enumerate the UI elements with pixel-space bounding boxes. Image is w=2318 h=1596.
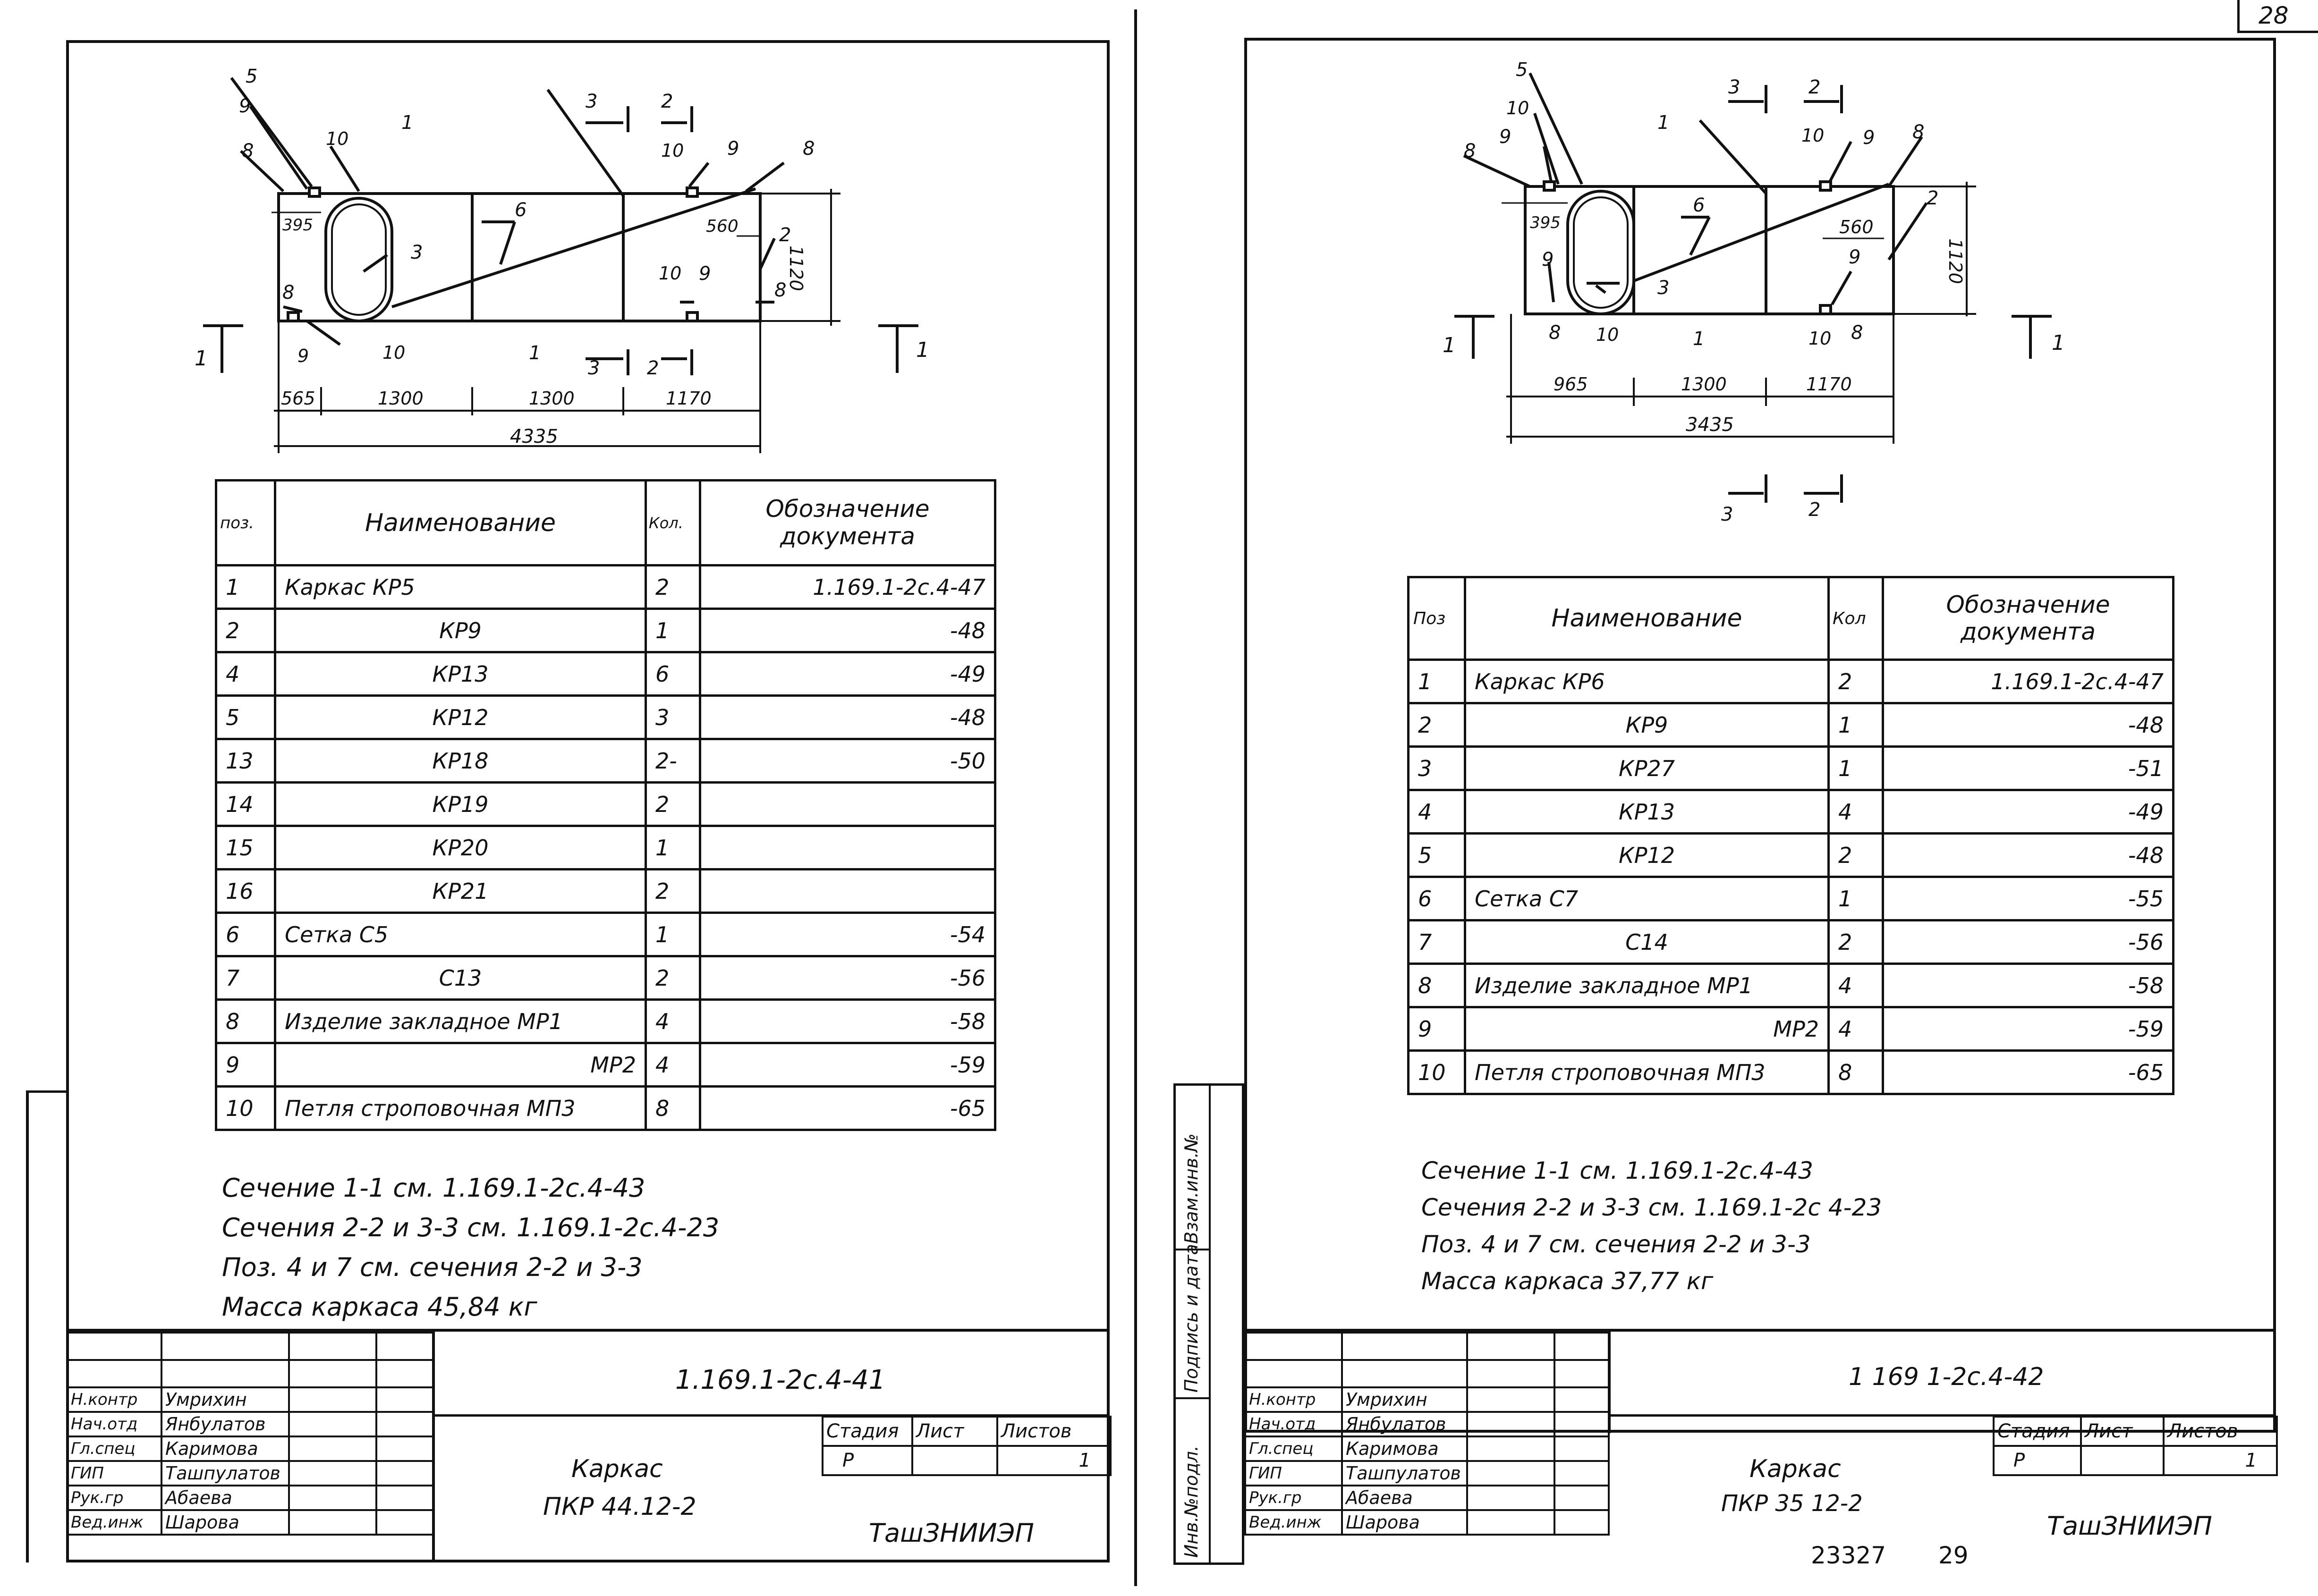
callout-10: 10 [1506, 98, 1529, 118]
signature-cell [1467, 1436, 1554, 1461]
callout-10-left: 10 [1596, 324, 1619, 345]
callout-10-top: 10 [661, 140, 684, 161]
spec-doc: 1.169.1-2с.4-47 [1883, 660, 2174, 703]
organization-name: ТашЗНИИЭП [2047, 1511, 2212, 1541]
callout-6: 6 [515, 199, 527, 221]
signature-cell [1467, 1387, 1554, 1412]
spec-name: КР19 [275, 783, 646, 826]
document-code: 1 169 1-2с.4-42 [1849, 1363, 2044, 1391]
spec-qty: 2 [1829, 660, 1883, 703]
spec-name: Изделие закладное МР1 [1465, 964, 1829, 1007]
spec-qty: 3 [646, 696, 700, 739]
spec-doc: -58 [1883, 964, 2174, 1007]
organization-name: ТашЗНИИЭП [869, 1518, 1034, 1548]
note-line: Масса каркаса 37,77 кг [1421, 1267, 1714, 1295]
signature-cell [1467, 1412, 1554, 1436]
role-label: Н.контр [1245, 1387, 1342, 1412]
stamp-sign-date: Подпись и дата [1181, 1244, 1202, 1393]
header-pos: поз. [216, 481, 275, 566]
spec-pos: 6 [216, 913, 275, 956]
callout-9-top: 9 [727, 138, 739, 160]
person-name: Шарова [161, 1510, 289, 1535]
spec-qty: 4 [646, 1043, 700, 1087]
spec-row [1409, 660, 2174, 703]
role-label: Рук.гр [1245, 1486, 1342, 1510]
spec-doc: -51 [1883, 747, 2174, 790]
spec-name: Каркас КР6 [1465, 660, 1829, 703]
spec-qty: 1 [1829, 703, 1883, 747]
callout-3-mid: 3 [411, 242, 423, 263]
callout-9-mid: 9 [1849, 246, 1861, 268]
role-label: Н.контр [67, 1387, 161, 1412]
spec-qty: 2- [646, 739, 700, 783]
spec-name: КР18 [275, 739, 646, 783]
spec-pos: 10 [1409, 1051, 1465, 1094]
spec-name: КР12 [275, 696, 646, 739]
callout-3-top: 3 [1728, 76, 1741, 98]
spec-pos: 8 [1409, 964, 1465, 1007]
spec-pos: 1 [1409, 660, 1465, 703]
date-cell [1554, 1510, 1609, 1535]
person-name: Каримова [1342, 1436, 1467, 1461]
note-line: Сечение 1-1 см. 1.169.1-2с.4-43 [222, 1173, 645, 1203]
spec-doc: 1.169.1-2с.4-47 [700, 566, 995, 609]
spec-pos: 5 [216, 696, 275, 739]
spec-name: Каркас КР5 [275, 566, 646, 609]
drawing-title-1: Каркас [571, 1455, 663, 1483]
sheet-page-number: 29 [1938, 1542, 1969, 1569]
spec-row [1409, 834, 2174, 877]
spec-pos: 5 [1409, 834, 1465, 877]
sheet-label: Лист [2081, 1417, 2164, 1446]
dim-1300a: 1300 [378, 388, 424, 409]
callout-8-top: 8 [1912, 121, 1925, 143]
spec-name: КР20 [275, 826, 646, 870]
spec-qty: 2 [646, 566, 700, 609]
spec-qty: 1 [1829, 877, 1883, 920]
callout-3-mid: 3 [1657, 277, 1670, 299]
section-1-left: 1 [195, 346, 208, 371]
spec-name: Петля строповочная МП3 [275, 1087, 646, 1130]
callout-1: 1 [401, 112, 414, 134]
role-label: Гл.спец [1245, 1436, 1342, 1461]
spec-pos: 16 [216, 870, 275, 913]
spec-pos: 4 [1409, 790, 1465, 834]
spec-header-row [1409, 577, 2174, 660]
callout-6: 6 [1693, 194, 1705, 216]
right-stage-table [1993, 1416, 2278, 1476]
spec-pos: 1 [216, 566, 275, 609]
callout-8: 8 [242, 140, 254, 162]
signature-cell [1467, 1486, 1554, 1510]
spec-doc: -65 [1883, 1051, 2174, 1094]
spec-doc: -49 [700, 652, 995, 696]
role-label: ГИП [67, 1461, 161, 1486]
role-label: Нач.отд [1245, 1412, 1342, 1436]
spec-doc: -56 [1883, 920, 2174, 964]
spec-pos: 13 [216, 739, 275, 783]
spec-doc: -54 [700, 913, 995, 956]
stage-label: Стадия [823, 1417, 912, 1446]
callout-9-left: 9 [1542, 249, 1554, 270]
spec-name: Петля строповочная МП3 [1465, 1051, 1829, 1094]
stage-value: Р [823, 1446, 912, 1475]
person-name: Янбулатов [161, 1412, 289, 1436]
signature-row [1245, 1436, 1609, 1461]
spec-doc: -48 [700, 609, 995, 652]
dim-1170: 1170 [666, 388, 712, 409]
person-name: Ташпулатов [161, 1461, 289, 1486]
spec-pos: 14 [216, 783, 275, 826]
spec-row [1409, 1007, 2174, 1051]
spec-name: КР21 [275, 870, 646, 913]
spec-row [1409, 920, 2174, 964]
dim-1170: 1170 [1806, 374, 1852, 395]
header-name: Наименование [1465, 577, 1829, 660]
date-cell [1554, 1412, 1609, 1436]
spec-doc: -58 [700, 1000, 995, 1043]
spec-qty: 1 [1829, 747, 1883, 790]
header-name: Наименование [275, 481, 646, 566]
spec-qty: 2 [1829, 834, 1883, 877]
spec-row [1409, 877, 2174, 920]
person-name: Абаева [161, 1486, 289, 1510]
person-name: Абаева [1342, 1486, 1467, 1510]
person-name: Янбулатов [1342, 1412, 1467, 1436]
section-1-left: 1 [1443, 333, 1456, 357]
spec-qty: 2 [646, 956, 700, 1000]
spec-pos: 7 [1409, 920, 1465, 964]
header-qty: Кол [1829, 577, 1883, 660]
callout-9-left: 9 [297, 346, 309, 366]
signature-cell [1467, 1461, 1554, 1486]
note-line: Сечения 2-2 и 3-3 см. 1.169.1-2с 4-23 [1421, 1194, 1882, 1221]
spec-qty: 6 [646, 652, 700, 696]
spec-name: КР12 [1465, 834, 1829, 877]
dim-965: 965 [1554, 374, 1588, 395]
sheets-value: 1 [997, 1446, 1111, 1475]
dim-1120: 1120 [1945, 238, 1966, 284]
header-qty: Кол. [646, 481, 700, 566]
spec-name: МР2 [1465, 1007, 1829, 1051]
callout-2-right: 2 [779, 224, 791, 246]
right-spec-table [1407, 576, 2174, 1095]
spec-row [1409, 703, 2174, 747]
spec-row [1409, 964, 2174, 1007]
date-cell [1554, 1461, 1609, 1486]
note-line: Поз. 4 и 7 см. сечения 2-2 и 3-3 [1421, 1231, 1811, 1258]
spec-pos: 8 [216, 1000, 275, 1043]
spec-pos: 7 [216, 956, 275, 1000]
drawing-title-2: ПКР 35 12-2 [1721, 1490, 1863, 1517]
callout-10-bottom: 10 [1809, 328, 1832, 349]
person-name: Умрихин [161, 1387, 289, 1412]
spec-doc: -48 [700, 696, 995, 739]
callout-3-top: 3 [586, 91, 598, 112]
person-name: Умрихин [1342, 1387, 1467, 1412]
spec-name: Сетка С7 [1465, 877, 1829, 920]
spec-qty: 2 [646, 870, 700, 913]
spec-qty: 4 [1829, 790, 1883, 834]
spec-qty: 1 [646, 609, 700, 652]
spec-doc: -48 [1883, 703, 2174, 747]
spec-doc: -48 [1883, 834, 2174, 877]
stamp-replace-inv: Взам.инв.№ [1181, 1133, 1202, 1244]
signature-row [1245, 1461, 1609, 1486]
callout-3-bottom: 3 [588, 357, 600, 379]
callout-10-top: 10 [1801, 125, 1825, 146]
callout-8-top: 8 [803, 138, 815, 160]
header-doc: Обозначение документа [700, 481, 995, 566]
note-line: Сечения 2-2 и 3-3 см. 1.169.1-2с.4-23 [222, 1213, 720, 1242]
spec-name: КР9 [1465, 703, 1829, 747]
stamp-inv: Инв.№подл. [1181, 1445, 1202, 1558]
right-title-block [1244, 1329, 2276, 1569]
callout-8-mid: 8 [774, 279, 787, 301]
callout-9: 9 [1499, 126, 1511, 148]
spec-qty: 2 [1829, 920, 1883, 964]
callout-8-left: 8 [1549, 322, 1561, 344]
header-doc: Обозначение документа [1883, 577, 2174, 660]
note-line: Масса каркаса 45,84 кг [222, 1292, 537, 1322]
dim-1300b: 1300 [529, 388, 575, 409]
spec-pos: 9 [216, 1043, 275, 1087]
dim-1300: 1300 [1681, 374, 1727, 395]
spec-pos: 2 [216, 609, 275, 652]
spec-pos: 2 [1409, 703, 1465, 747]
callout-2-right: 2 [1927, 187, 1939, 209]
dim-395: 395 [1530, 213, 1561, 232]
callout-10: 10 [326, 128, 349, 149]
spec-doc: -49 [1883, 790, 2174, 834]
page-number: 28 [2259, 2, 2289, 29]
signature-row [1245, 1510, 1609, 1535]
spec-qty: 1 [646, 913, 700, 956]
section-3-label: 3 [1721, 504, 1733, 525]
spec-name: МР2 [275, 1043, 646, 1087]
spec-doc: -59 [700, 1043, 995, 1087]
spec-name: КР13 [275, 652, 646, 696]
callout-9-top: 9 [1863, 127, 1875, 149]
spec-doc: -56 [700, 956, 995, 1000]
spec-doc: -55 [1883, 877, 2174, 920]
signature-row [1245, 1486, 1609, 1510]
spec-name: С13 [275, 956, 646, 1000]
person-name: Шарова [1342, 1510, 1467, 1535]
section-1-right: 1 [2052, 331, 2065, 355]
sheets-label: Листов [997, 1417, 1111, 1446]
spec-qty: 4 [1829, 964, 1883, 1007]
spec-qty: 2 [646, 783, 700, 826]
callout-8-left: 8 [282, 282, 295, 304]
signature-row [1245, 1387, 1609, 1412]
spec-doc: -50 [700, 739, 995, 783]
stage-label: Стадия [1994, 1417, 2081, 1446]
signature-row [1245, 1412, 1609, 1436]
dim-560: 560 [706, 217, 739, 236]
section-2-label: 2 [1809, 499, 1821, 521]
sheets-label: Листов [2164, 1417, 2277, 1446]
spec-name: КР27 [1465, 747, 1829, 790]
callout-1-bottom: 1 [529, 342, 541, 364]
spec-name: С14 [1465, 920, 1829, 964]
spec-name: Сетка С5 [275, 913, 646, 956]
spec-pos: 6 [1409, 877, 1465, 920]
date-cell [1554, 1486, 1609, 1510]
role-label: Нач.отд [67, 1412, 161, 1436]
callout-10-mid: 10 [659, 263, 682, 284]
callout-1: 1 [1657, 112, 1670, 134]
spec-pos: 15 [216, 826, 275, 870]
right-tb-divider-v [1608, 1332, 1611, 1433]
header-pos: Поз [1409, 577, 1465, 660]
spec-name: КР9 [275, 609, 646, 652]
date-cell [1554, 1436, 1609, 1461]
archive-number: 23327 [1811, 1542, 1886, 1569]
callout-2-top: 2 [1809, 76, 1821, 98]
date-cell [1554, 1387, 1609, 1412]
spec-qty: 4 [646, 1000, 700, 1043]
stage-value: Р [1994, 1446, 2081, 1475]
role-label: Рук.гр [67, 1486, 161, 1510]
callout-2-bottom: 2 [647, 357, 659, 379]
drawing-title-1: Каркас [1749, 1455, 1841, 1483]
note-line: Поз. 4 и 7 см. сечения 2-2 и 3-3 [222, 1252, 643, 1282]
spec-name: КР13 [1465, 790, 1829, 834]
right-signature-table [1244, 1332, 1610, 1536]
person-name: Ташпулатов [1342, 1461, 1467, 1486]
sheet-label: Лист [912, 1417, 997, 1446]
callout-8-bottom: 8 [1851, 322, 1863, 344]
spec-doc: -59 [1883, 1007, 2174, 1051]
spec-pos: 10 [216, 1087, 275, 1130]
document-code: 1.169.1-2с.4-41 [675, 1365, 886, 1395]
right-notes [1421, 1159, 1882, 1293]
callout-8: 8 [1464, 140, 1476, 162]
dim-3435: 3435 [1686, 414, 1734, 436]
note-line: Сечение 1-1 см. 1.169.1-2с.4-43 [1421, 1157, 1813, 1184]
person-name: Каримова [161, 1436, 289, 1461]
callout-10-left: 10 [382, 342, 406, 363]
spec-name: Изделие закладное МР1 [275, 1000, 646, 1043]
spec-qty: 4 [1829, 1007, 1883, 1051]
role-label: Вед.инж [1245, 1510, 1342, 1535]
callout-9-mid: 9 [699, 263, 711, 285]
sheets-value: 1 [2164, 1446, 2277, 1475]
callout-5: 5 [1516, 59, 1528, 81]
dim-4335: 4335 [510, 426, 558, 448]
signature-cell [1467, 1510, 1554, 1535]
spec-row [1409, 790, 2174, 834]
spec-row [1409, 1051, 2174, 1094]
spec-pos: 4 [216, 652, 275, 696]
dim-1120: 1120 [786, 245, 807, 291]
role-label: Вед.инж [67, 1510, 161, 1535]
drawing-title-2: ПКР 44.12-2 [543, 1493, 696, 1521]
spec-row [1409, 747, 2174, 790]
dim-560: 560 [1839, 217, 1874, 237]
dim-395: 395 [282, 216, 313, 235]
spec-pos: 9 [1409, 1007, 1465, 1051]
callout-2-top: 2 [661, 91, 673, 112]
callout-5: 5 [246, 66, 258, 87]
spec-qty: 1 [646, 826, 700, 870]
spec-doc: -65 [700, 1087, 995, 1130]
dim-565: 565 [281, 388, 315, 409]
callout-1-bottom: 1 [1693, 328, 1705, 350]
role-label: Гл.спец [67, 1436, 161, 1461]
spec-qty: 8 [1829, 1051, 1883, 1094]
spec-pos: 3 [1409, 747, 1465, 790]
section-1-right: 1 [916, 338, 929, 362]
spec-qty: 8 [646, 1087, 700, 1130]
role-label: ГИП [1245, 1461, 1342, 1486]
callout-9: 9 [239, 95, 251, 117]
